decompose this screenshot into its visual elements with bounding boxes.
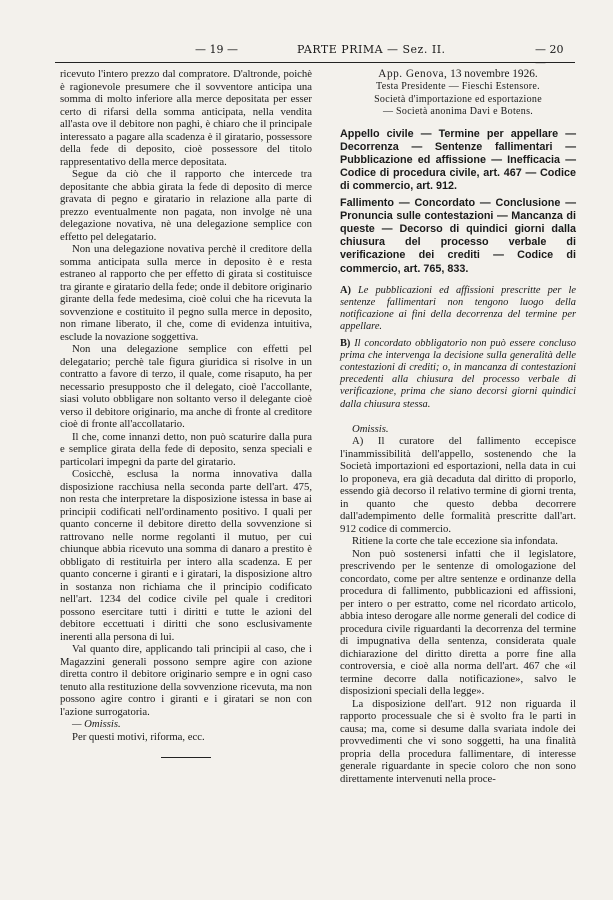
rule-label: B)	[340, 337, 351, 349]
rule-text: Il concordato obbligatorio non può essere concluso prima che intervenga la decisione sulla generalità delle contestazioni di crediti; o, in mancanza di contestazioni precedenti alla chiusura del processo verbale di verificazione, prima che siano decorsi giorni quindici dalla chiusura stessa.	[340, 337, 576, 410]
paragraph: Non può sostenersi infatti che il legislatore, prescrivendo per le sentenze di omologazione del concordato, come per altre sentenze e ordinanze della procedura di fallimento, pubblicazioni ed affissioni, per intero o per estratto, come nel ricordato articolo, abbia inteso derogare alle norme generali del codice di procedura civile riguardanti la decorrenza del termine di impugnativa della sentenza, considerata quale dichiarazione del diritto diretta a porre fine alla controversia, e cioè alla norma dell'art. 467 che «il termine decorre dalla notificazione», salvo le disposizioni speciali della legge».	[340, 547, 576, 698]
omissis-note: — Omissis.	[72, 718, 121, 730]
parties-line: Società d'importazione ed esportazione	[374, 93, 542, 105]
rule-b	[340, 338, 576, 411]
page-number-right: — 20 —	[535, 43, 564, 69]
paragraph: Val quanto dire, applicando tali principii al caso, che i Magazzini generali possono sempre agire con azione diretta contro il debitore originario sempre e in ogni caso tenuto alla restituzione della sovvenzione ricevuta, ma non possono agire contro i giranti e i giratari se non con l'azione surrogatoria.	[60, 643, 312, 718]
page-header	[55, 43, 575, 69]
court-heading	[340, 68, 576, 81]
paragraph: La disposizione dell'art. 912 non riguarda il rapporto processuale che si è svolto fra le parti in causa; ma, come si desume dalla svariata indole dei provvedimenti che vi sono soggetti, ha una finalità propria della procedura fallimentare, di interesse generale riguardante in specie coloro che non sono direttamente intervenuti nella proce-	[340, 697, 576, 785]
paragraph: ricevuto l'intero prezzo dal compratore. D'altronde, poichè è ragionevole presumere che il sovventore anticipa una somma di molto inferiore alla merce depositata per esser certo di rifarsi della somma anticipata, nella vendita all'asta ove il debitore non paghi, è chiaro che il principale interessato a pagare alla scadenza è il giratario, possessore della fede di deposito, cioè possessore del titolo rappresentativo della merce depositata.	[60, 68, 312, 168]
parties-line: — Società anonima Davi e Botens.	[382, 106, 534, 117]
paragraph: A) Il curatore del fallimento eccepisce l'inammissibilità dell'appello, sostenendo che la Società importazioni ed esportazioni, nella data in cui lo proponeva, era già decaduta dal diritto di proporlo, essendo già decorso il relativo termine di giorni trenta, in quanto che questo debba decorrere dall'adempimento delle formalità prescritte dall'art. 912 codice di commercio.	[340, 435, 576, 535]
rule-label: A)	[340, 284, 351, 296]
page-number-left: — 19 —	[195, 43, 238, 56]
rule-a	[340, 285, 576, 334]
headnote-2: Fallimento — Concordato — Conclusione — Pronuncia sulle contestazioni — Mancanza di queste — Decorso di quindici giorni dalla chiusura del processo verbale di verificazione dei crediti — Codice di commercio, art. 765, 833.	[340, 196, 576, 275]
end-rule	[161, 757, 211, 758]
running-title: PARTE PRIMA — Sez. II.	[297, 43, 446, 56]
decision-text	[340, 423, 576, 786]
paragraph: Ritiene la corte che tale eccezione sia infondata.	[352, 535, 558, 548]
paragraph: Non una delegazione novativa perchè il creditore della somma anticipata sulla merce in deposito è e resta estraneo al rapporto che per effetto di girata si costituisce tra girante e giratario della fede; onde il debitore originario girante della fede medesima, cioè colui che ha ricevuta la sovvenzione e costituito il pegno sulla merce in deposito, non rimane liberato, il che, come di evidenza intuitiva, esclude la novazione soggettiva.	[60, 243, 312, 343]
rule-text: Le pubblicazioni ed affissioni prescritte per le sentenze fallimentari non tengono luogo della notificazione ai fini della decorrenza del termine per appellare.	[340, 284, 576, 333]
court-name: App. Genova,	[378, 68, 448, 80]
right-column	[340, 68, 576, 785]
headnote-1: Appello civile — Termine per appellare — Decorrenza — Sentenze fallimentari — Pubblicazione ed affissione — Inefficacia — Codice di procedura civile, art. 467 — Codice di commercio, art. 912.	[340, 127, 576, 193]
court-date: 13 novembre 1926.	[450, 68, 538, 80]
omissis-note: Omissis.	[352, 422, 389, 435]
paragraph: Segue da ciò che il rapporto che intercede tra depositante che abbia girata la fede di deposito di merce gravata di pegno e giratario in relazione alla parte di prezzo eventualmente non pagata, non involge nè una delegazione novativa, nè una delegazione semplice con effetto pel delegatario.	[60, 168, 312, 243]
paragraph: Non una delegazione semplice con effetti pel delegatario; perchè tale figura giuridica si risolve in un contratto a favore di terzo, il quale, come risaputo, ha per necessario presupposto che il delegato, cioè l'accollante, siasi voluto obbligare non soltanto verso il delegante cioè verso il debitore originario, ma anche di fronte al creditore cioè di fronte all'accollatario.	[60, 343, 312, 430]
rules-of-law	[340, 285, 576, 411]
left-column	[60, 68, 312, 758]
closing-line: Per questi motivi, riforma, ecc.	[72, 730, 205, 743]
header-rule	[55, 62, 575, 63]
court-panel: Testa Presidente — Fieschi Estensore.	[376, 81, 540, 92]
paragraph: Cosicchè, esclusa la norma innovativa dalla disposizione racchiusa nella seconda parte dell'art. 475, non resta che interpretare la disposizione istessa in base ai principii codificati nell'ordinamento positivo. I quali per quanto concerne il debitore diretto della sovvenzione si rattrovano nelle norme regolanti il mutuo, per cui chiunque abbia ricevuto una somma di danaro a prestito è obbligato di restituirla per intero alla scadenza. E per quanto concerne i giranti e i giratari, la disposizione altro in sostanza non richiama che il principio codificato nell'art. 1234 del codice civile pel quale i creditori possono esercitare tutti i diritti e tutte le azioni del debitore eccettuati i diritti che sono esclusivamente inerenti alla persona di lui.	[60, 468, 312, 643]
paragraph: Il che, come innanzi detto, non può scaturire dalla pura e semplice girata della fede di deposito, senza speciali e particolari impegni da parte del giratario.	[60, 430, 312, 468]
